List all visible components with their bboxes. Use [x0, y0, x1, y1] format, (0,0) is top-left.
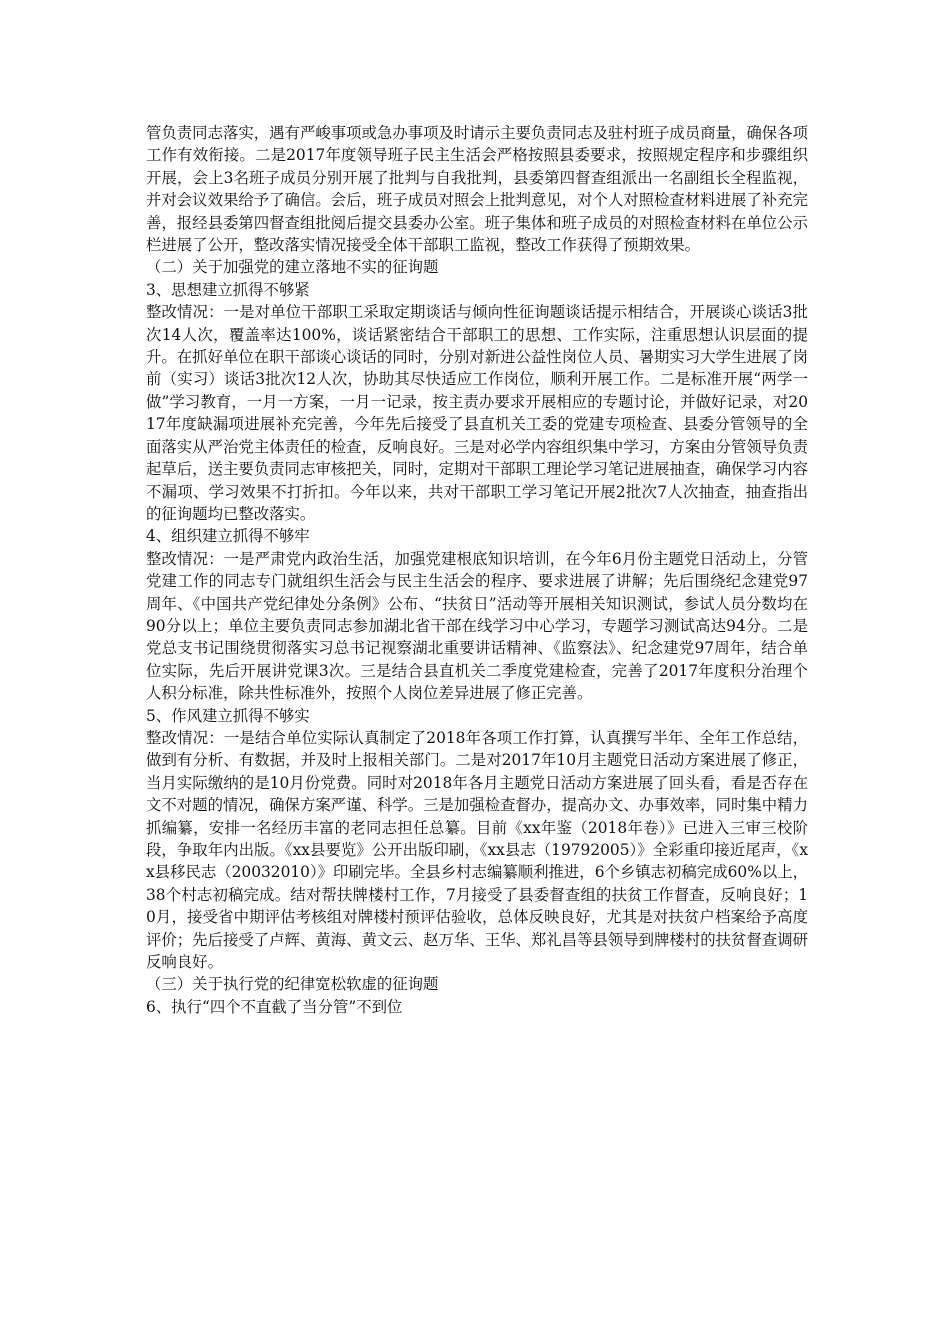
body-paragraph: 整改情况：一是严肃党内政治生活，加强党建根底知识培训，在今年6月份主题党日活动上，分管党建工作的同志专门就组织生活会与民主生活会的程序、要求进展了讲解；先后围绕纪念建党97周年、《中国共产党纪律处分条例》公布、“扶贫日”活动等开展相关知识测试，参试人员分数均在90分以上；单位主要负责同志参加湖北省干部在线学习中心学习，专题学习测试高达94分。二是党总支书记围绕贯彻落实习总书记视察湖北重要讲话精神、《监察法》、纪念建党97周年，结合单位实际，先后开展讲党课3次。三是结合县直机关二季度党建检查，完善了2017年度积分治理个人积分标准，除共性标准外，按照个人岗位差异进展了修正完善。	[146, 549, 808, 703]
section-heading: （三）关于执行党的纪律宽松软虚的征询题	[146, 975, 439, 994]
body-paragraph: 整改情况：一是对单位干部职工采取定期谈话与倾向性征询题谈话提示相结合，开展谈心谈话3批次14人次，覆盖率达100%，谈话紧密结合干部职工的思想、工作实际，注重思想认识层面的提升。在抓好单位在职干部谈心谈话的同时，分别对新进公益性岗位人员、暑期实习大学生进展了岗前（实习）谈话3批次12人次，协助其尽快适应工作岗位，顺利开展工作。二是标准开展“两学一做”学习教育，一月一方案，一月一记录，按主责办要求开展相应的专题讨论，并做好记录，对2017年度缺漏项进展补充完善，今年先后接受了县直机关工委的党建专项检查、县委分管领导的全面落实从严治党主体责任的检查，反响良好。三是对必学内容组织集中学习，方案由分管领导负责起草后，送主要负责同志审核把关，同时，定期对干部职工理论学习笔记进展抽查，确保学习内容不漏项、学习效果不打折扣。今年以来，共对干部职工学习笔记开展2批次7人次抽查，抽查指出的征询题均已整改落实。	[146, 303, 808, 523]
document-page	[146, 122, 808, 1018]
section-heading: （二）关于加强党的建立落地不实的征询题	[146, 258, 439, 277]
body-paragraph: 整改情况：一是结合单位实际认真制定了2018年各项工作打算，认真撰写半年、全年工作总结，做到有分析、有数据，并及时上报相关部门。二是对2017年10月主题党日活动方案进展了修正，当月实际缴纳的是10月份党费。同时对2018年各月主题党日活动方案进展了回头看，看是否存在文不对题的情况，确保方案严谨、科学。三是加强检查督办，提高办文、办事效率，同时集中精力抓编纂，安排一名经历丰富的老同志担任总纂。目前《xx年鉴（2018年卷）》已进入三审三校阶段，争取年内出版。《xx县要览》公开出版印刷，《xx县志（19792005）》全彩重印接近尾声，《xx县移民志（20032010）》印刷完毕。全县乡村志编纂顺利推进，6个乡镇志初稿完成60%以上，38个村志初稿完成。结对帮扶牌楼村工作，7月接受了县委督查组的扶贫工作督查，反响良好；10月，接受省中期评估考核组对牌楼村预评估验收，总体反映良好，尤其是对扶贫户档案给予高度评价；先后接受了卢辉、黄海、黄文云、赵万华、王华、郑礼昌等县领导到牌楼村的扶贫督查调研反响良好。	[146, 728, 808, 972]
body-paragraph: 管负责同志落实，遇有严峻事项或急办事项及时请示主要负责同志及驻村班子成员商量，确保各项工作有效衔接。二是2017年度领导班子民主生活会严格按照县委要求，按照规定程序和步骤组织开展，会上3名班子成员分别开展了批判与自我批判，县委第四督查组派出一名副组长全程监视，并对会议效果给予了确信。会后，班子成员对照会上批判意见，对个人对照检查材料进展了补充完善，报经县委第四督查组批阅后提交县委办公室。班子集体和班子成员的对照检查材料在单位公示栏进展了公开，整改落实情况接受全体干部职工监视，整改工作获得了预期效果。	[146, 124, 808, 255]
subsection-heading: 6、执行“四个不直截了当分管”不到位	[146, 997, 403, 1016]
subsection-heading: 5、作风建立抓得不够实	[146, 706, 310, 725]
subsection-heading: 3、思想建立抓得不够紧	[146, 280, 310, 299]
subsection-heading: 4、组织建立抓得不够牢	[146, 527, 310, 546]
